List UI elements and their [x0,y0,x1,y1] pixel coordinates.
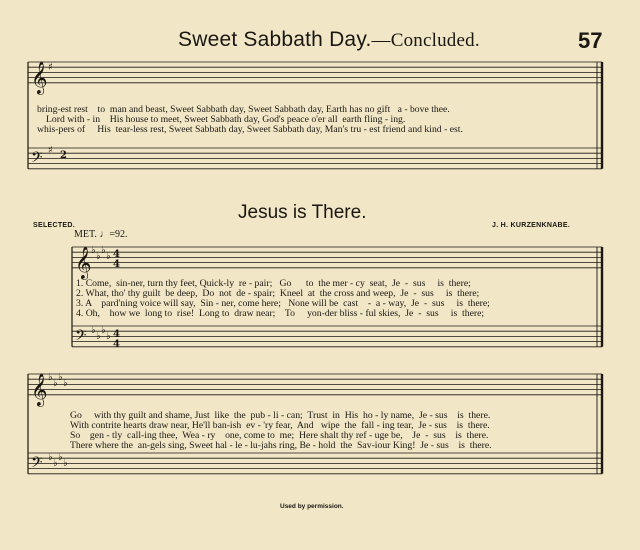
svg-text:♭: ♭ [91,245,96,256]
hymn-title: Sweet Sabbath Day. [178,28,372,51]
hymn2-verse-2-part2: With contrite hearts draw near, He'll ban-ish ev - 'ry fear, And wipe the fall - ing tear, Je - sus is there. [70,420,490,431]
svg-text:4: 4 [113,259,120,270]
svg-text:♭: ♭ [91,325,96,336]
svg-text:♭: ♭ [63,378,68,389]
svg-text:4: 4 [113,339,120,350]
svg-text:𝄢: 𝄢 [75,327,87,348]
page-number: 57 [578,28,603,53]
hymn2-source: SELECTED. [33,222,75,229]
tempo-marking [74,229,128,240]
svg-text:𝄢: 𝄢 [31,149,43,170]
hymn2-verse-3-part1: 3. A pard'ning voice will say, Sin - ner, come here; None will be cast - a - way, Je - sus is there; [76,298,490,309]
svg-text:♭: ♭ [53,378,58,389]
hymn2-verse-4-part1: 4. Oh, how we long to rise! Long to draw near; To yon-der bliss - ful skies, Je - sus is there; [76,308,485,319]
hymn1-verse-2: Lord with - in His house to meet, Sweet Sabbath day, God's peace o'er all earth fling - ing. [46,114,406,125]
svg-text:♭: ♭ [106,251,111,262]
hymn2-verse-4-part2: There where the an-gels sing, Sweet hal - le - lu-jahs ring, Be - hold the Sav-iour King! Je - sus is there. [70,440,492,451]
svg-text:♭: ♭ [63,458,68,469]
permission-note: Used by permission. [280,503,344,510]
svg-text:𝄢: 𝄢 [31,454,43,475]
svg-text:♭: ♭ [96,251,101,262]
svg-text:𝄞: 𝄞 [31,61,48,94]
hymn2-verse-3-part2: So gen - tly call-ing thee, Wea - ry one, come to me; Here shalt thy ref - uge be, Je - sus is there. [70,430,489,441]
svg-text:♭: ♭ [101,245,106,256]
svg-text:♯: ♯ [48,145,53,156]
hymn2-verse-1-part1: 1. Come, sin-ner, turn thy feet, Quick-ly re - pair; Go to the mer - cy seat, Je - sus is there; [76,278,471,289]
svg-text:♭: ♭ [58,372,63,383]
hymn-title-suffix: —Concluded. [371,30,480,51]
tempo-value: =92. [109,229,128,240]
svg-text:♭: ♭ [48,452,53,463]
svg-text:♭: ♭ [48,372,53,383]
svg-text:♯: ♯ [48,62,53,73]
svg-text:𝄞: 𝄞 [31,373,48,406]
svg-text:𝄞: 𝄞 [75,246,92,279]
hymn2-title: Jesus is There. [238,202,367,223]
tempo-note-icon: ♩ [99,229,110,240]
tempo-label: MET. [74,229,97,240]
svg-text:♭: ♭ [96,331,101,342]
svg-text:♭: ♭ [106,331,111,342]
hymn2-verse-2-part1: 2. What, tho' thy guilt be deep, Do not de - spair; Kneel at the cross and weep, Je - sus is there; [76,288,480,299]
hymn1-verse-1: bring-est rest to man and beast, Sweet Sabbath day, Sweet Sabbath day, Earth has no gift a - bove thee. [37,104,450,115]
hymn1-verse-3: whis-pers of His tear-less rest, Sweet Sabbath day, Sweet Sabbath day, Man's tru - est friend and kind - est. [37,124,463,135]
svg-text:4: 4 [113,249,120,260]
hymn2-composer: J. H. KURZENKNABE. [492,222,571,229]
svg-text:2: 2 [60,150,67,161]
svg-text:♭: ♭ [58,452,63,463]
hymn2-verse-1-part2: Go with thy guilt and shame, Just like the pub - li - can; Trust in His ho - ly name, Je - sus is there. [70,410,491,421]
svg-text:♭: ♭ [53,458,58,469]
svg-text:4: 4 [113,329,120,340]
svg-text:♭: ♭ [101,325,106,336]
